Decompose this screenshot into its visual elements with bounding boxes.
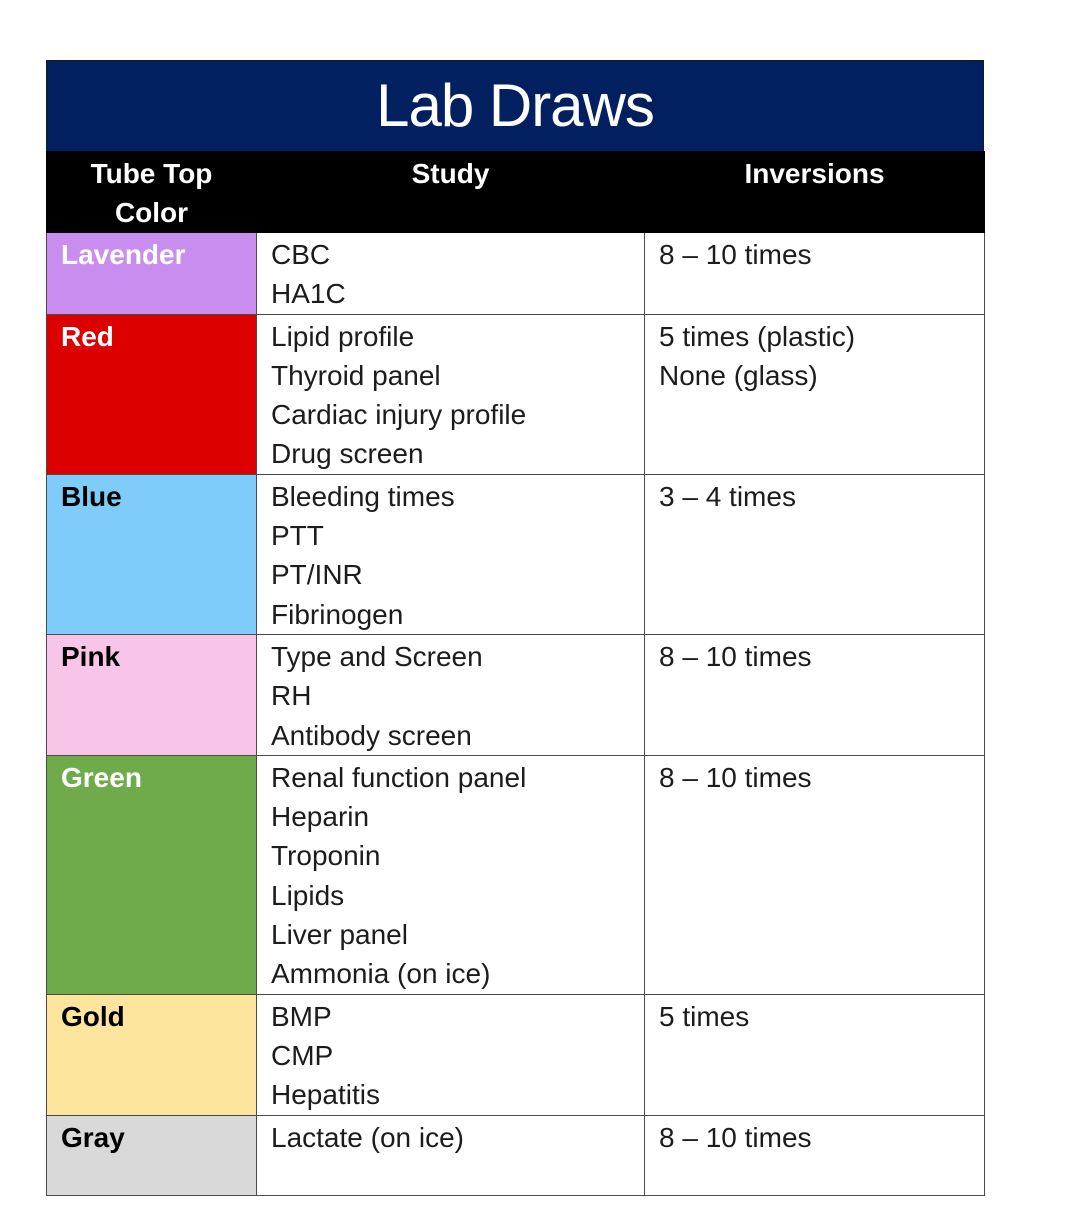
tube-color-cell: [47, 314, 257, 474]
inversions-value: 3 – 4 times: [659, 480, 796, 512]
inversions-value: 8 – 10 times: [659, 761, 812, 793]
study-item: Bleeding times: [271, 480, 455, 512]
tube-color-cell: [47, 474, 257, 634]
tube-color-cell: [47, 755, 257, 994]
study-cell: [257, 1115, 645, 1195]
study-item: Heparin: [271, 801, 370, 833]
study-item: Ammonia (on ice): [271, 958, 491, 990]
inversions-value: 8 – 10 times: [659, 1121, 812, 1153]
tube-color-cell: [47, 1115, 257, 1195]
study-item: HA1C: [271, 278, 346, 310]
inversions-value: 5 times (plastic): [659, 320, 856, 352]
study-item: Troponin: [271, 840, 381, 872]
study-item: Liver panel: [271, 919, 408, 951]
table-row: [47, 233, 985, 315]
study-item: Lactate (on ice): [271, 1121, 464, 1153]
study-cell: [257, 755, 645, 994]
tube-color-name: Lavender: [61, 239, 186, 270]
inversions-cell: [645, 233, 985, 315]
table-row: [47, 314, 985, 474]
study-item: Lipids: [271, 879, 345, 911]
study-item: Thyroid panel: [271, 359, 441, 391]
study-item: Renal function panel: [271, 761, 527, 793]
study-item: Cardiac injury profile: [271, 399, 527, 431]
study-item: PT/INR: [271, 559, 363, 591]
header-tube-top-color: [47, 152, 257, 233]
tube-color-cell: [47, 634, 257, 755]
inversions-cell: [645, 1115, 985, 1195]
tube-color-name: Pink: [61, 640, 121, 672]
header-tube-top-color-label: Tube Top Color: [90, 158, 213, 228]
inversions-cell: [645, 755, 985, 994]
inversions-cell: [645, 634, 985, 755]
study-cell: [257, 634, 645, 755]
study-item: CBC: [271, 239, 331, 270]
lab-draws-sheet: [46, 60, 984, 1196]
tube-color-name: Red: [61, 320, 114, 352]
study-item: Antibody screen: [271, 719, 472, 751]
tube-color-name: Gray: [61, 1121, 125, 1153]
study-item: PTT: [271, 520, 324, 552]
inversions-cell: [645, 314, 985, 474]
header-inversions: Inversions: [645, 152, 985, 233]
study-item: Hepatitis: [271, 1079, 380, 1111]
study-item: Type and Screen: [271, 640, 483, 672]
study-cell: [257, 474, 645, 634]
tube-color-name: Blue: [61, 480, 122, 512]
inversions-value: None (glass): [659, 359, 818, 391]
page-title: Lab Draws: [376, 71, 654, 139]
inversions-cell: [645, 994, 985, 1115]
title-banner: [46, 60, 984, 151]
table-header: [47, 152, 985, 233]
inversions-value: 8 – 10 times: [659, 239, 812, 270]
table-row: [47, 474, 985, 634]
inversions-cell: [645, 474, 985, 634]
inversions-value: 8 – 10 times: [659, 640, 812, 672]
tube-color-name: Green: [61, 761, 142, 793]
header-study: Study: [257, 152, 645, 233]
table-row: [47, 755, 985, 994]
table-row: [47, 634, 985, 755]
study-item: Fibrinogen: [271, 598, 404, 630]
table-body: [47, 233, 985, 1196]
study-cell: [257, 314, 645, 474]
lab-draws-table: [46, 151, 985, 1196]
study-cell: [257, 994, 645, 1115]
study-item: Drug screen: [271, 438, 424, 470]
study-item: Lipid profile: [271, 320, 415, 352]
table-row: [47, 1115, 985, 1195]
study-cell: [257, 233, 645, 315]
header-row: [47, 152, 985, 233]
study-item: BMP: [271, 1000, 332, 1032]
tube-color-name: Gold: [61, 1000, 125, 1032]
table-row: [47, 994, 985, 1115]
study-item: RH: [271, 680, 312, 712]
study-item: CMP: [271, 1039, 334, 1071]
tube-color-cell: [47, 994, 257, 1115]
tube-color-cell: [47, 233, 257, 315]
inversions-value: 5 times: [659, 1000, 750, 1032]
